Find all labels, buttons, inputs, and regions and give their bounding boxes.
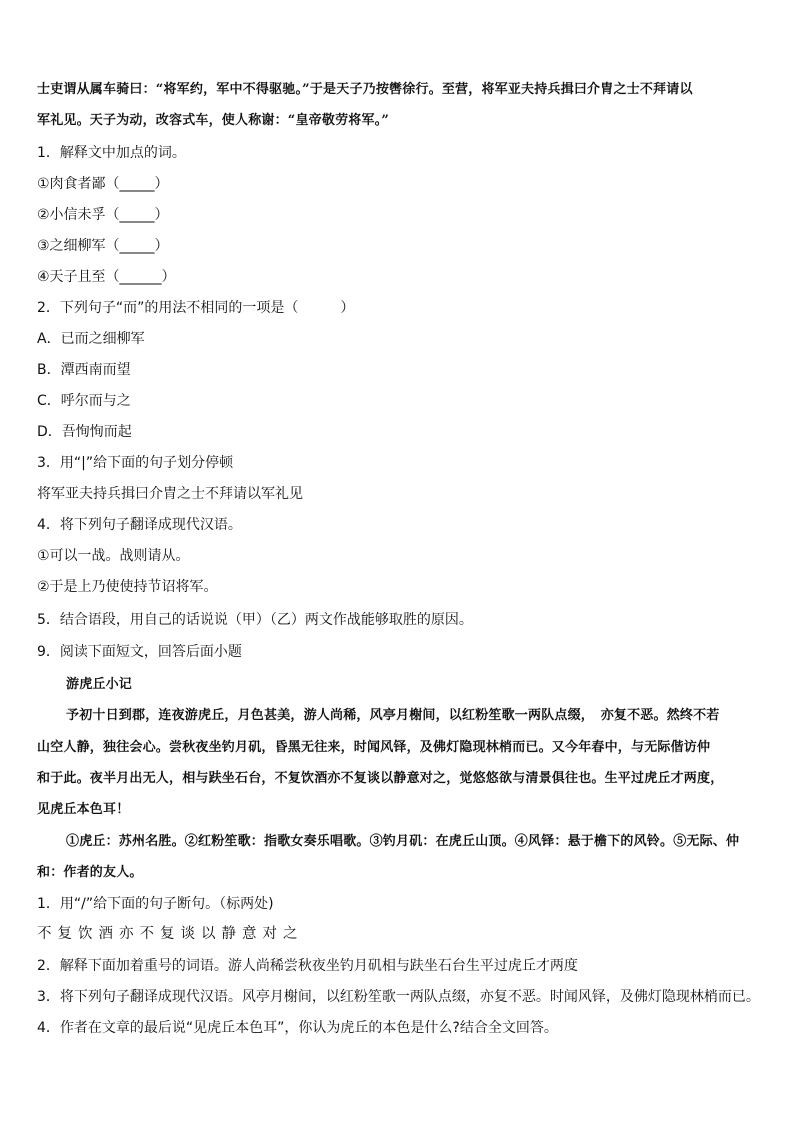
question-4-item-2: ②于是上乃使使持节诏将军。 <box>37 579 218 595</box>
question-2-option-d: D．吾恂恂而起 <box>37 424 132 440</box>
question-4-item-1: ①可以一战。战则请从。 <box>37 548 190 564</box>
question-2-option-b: B．潭西南而望 <box>37 362 131 378</box>
section-9-question-1: 1．用“/”给下面的句子断句。（标两处) <box>37 896 274 912</box>
question-1-item-2: ②小信未孚（_____） <box>37 207 169 223</box>
section-9-heading: 9．阅读下面短文，回答后面小题 <box>37 644 242 660</box>
passage-line-2: 军礼见。天子为动，改容式车，使人称谢：“皇帝敬劳将军。” <box>37 113 390 128</box>
question-3-heading: 3．用“|”给下面的句子划分停顿 <box>37 455 234 471</box>
essay-note-line-1: ①虎丘：苏州名胜。②红粉笙歌：指歌女奏乐唱歌。③钓月矶：在虎丘山顶。④风铎：悬于檐下的风铃。⑤无际、仲 <box>66 834 740 849</box>
essay-line-4: 见虎丘本色耳！ <box>37 802 130 817</box>
question-3-sentence: 将军亚夫持兵揖曰介胄之士不拜请以军礼见 <box>37 486 303 502</box>
question-2-heading: 2．下列句子“而”的用法不相同的一项是（ ） <box>37 300 355 316</box>
question-1-item-4: ④天子且至（______） <box>37 269 176 285</box>
question-2-option-a: A．已而之细柳军 <box>37 331 145 347</box>
question-1-item-1: ①肉食者鄙（_____） <box>37 176 169 192</box>
question-5-heading: 5．结合语段，用自己的话说说（甲）（乙）两文作战能够取胜的原因。 <box>37 612 473 628</box>
section-9-question-3: 3．将下列句子翻译成现代汉语。风亭月榭间，以红粉笙歌一两队点缀，亦复不恶。时闻风铎，及佛灯隐现林梢而已。 <box>37 989 760 1005</box>
essay-note-line-2: 和：作者的友人。 <box>37 865 143 880</box>
essay-line-3: 和于此。夜半月出无人，相与趺坐石台，不复饮酒亦不复谈以静意对之，觉悠悠欲与清景俱往也。生平过虎丘才两度， <box>37 771 724 786</box>
section-9-question-4: 4．作者在文章的最后说“见虎丘本色耳”，你认为虎丘的本色是什么?结合全文回答。 <box>37 1020 558 1036</box>
question-1-heading: 1．解释文中加点的词。 <box>37 145 186 161</box>
section-9-question-2: 2．解释下面加着重号的词语。游人尚稀尝秋夜坐钓月矶相与趺坐石台生平过虎丘才两度 <box>37 958 578 974</box>
essay-title: 游虎丘小记 <box>66 677 133 692</box>
question-1-item-3: ③之细柳军（_____） <box>37 238 169 254</box>
question-2-option-c: C．呼尔而与之 <box>37 393 131 409</box>
passage-line-1: 士吏谓从属车骑曰：“将军约，军中不得驱驰。”于是天子乃按辔徐行。至营，将军亚夫持兵揖曰介胄之士不拜请以 <box>37 82 693 97</box>
section-9-question-1-sentence: 不复饮酒亦不复谈以静意对之 <box>37 926 304 942</box>
question-4-heading: 4．将下列句子翻译成现代汉语。 <box>37 517 242 533</box>
essay-line-1: 予初十日到郡，连夜游虎丘，月色甚美，游人尚稀，风亭月榭间，以红粉笙歌一两队点缀， 亦复不恶。然终不若 <box>66 708 720 723</box>
essay-line-2: 山空人静，独往会心。尝秋夜坐钓月矶，昏黑无往来，时闻风铎，及佛灯隐现林梢而已。又今年春中，与无际偕访仲 <box>37 740 711 755</box>
